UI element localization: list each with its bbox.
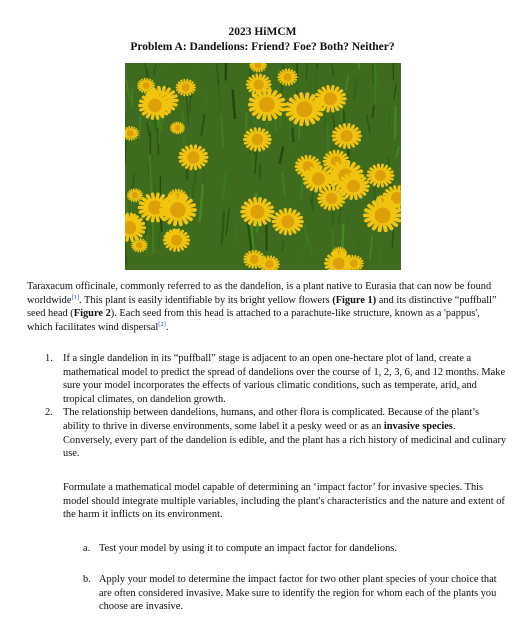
figure-2-reference: Figure 2 [73,308,111,320]
reference-link-2[interactable]: [2] [158,320,166,328]
subquestion-text: Test your model by using it to compute an impact factor for dandelions. [99,543,397,554]
invasive-species-term: invasive species [383,420,453,432]
intro-text-1: Taraxacum officinale, commonly referred to as the dandelion, is a plant native to Eurasia that can now be found worldwide [27,281,492,306]
subquestion-b [63,573,507,614]
question-list [27,352,507,461]
intro-text-2: . This plant is easily identifiable by its bright yellow flowers [79,294,333,306]
intro-text-4: ). Each seed from this head is attached to a parachute-like structure, known as a 'pappus', which facilitates wind dispersal [27,308,480,333]
question-1 [27,352,507,406]
question-number: 2. [45,407,53,419]
intro-text-3: and its distinctive “puffball” seed head ( [27,294,497,320]
problem-title: Problem A: Dandelions: Friend? Foe? Both? Neither? [130,41,395,53]
dandelion-photo [125,63,401,270]
subquestion-label: b. [83,574,91,585]
question-text: If a single dandelion in its “puffball” stage is adjacent to an open one-hectare plot of land, create a mathematical model to predict the spread of dandelions over the course of 1, 2, 3, 6, and 12 months. Make sure your model incorporates the effects of various climatic conditions, such as temperate, arid, and tropical climates, on dandelion growth. [63,353,506,405]
intro-paragraph [27,280,507,334]
question-2 [27,406,507,460]
question-text-after: . Conversely, every part of the dandelion is edible, and the plant has a rich history of medicinal and culinary use. [63,420,507,460]
subquestion-a [63,542,507,556]
question-text-before: The relationship between dandelions, humans, and other flora is complicated. Because of the plant’s ability to thrive in diverse environments, some label it a pesky weed or as an [63,407,480,432]
formulate-paragraph: Formulate a mathematical model capable of determining an ‘impact factor’ for invasive species. This model should integrate multiple variables, including the plant's characteristics and the nature and extent of the harm it inflicts on its environment. [63,482,505,521]
document-title: 2023 HiMCM [228,26,297,38]
subquestion-label: a. [83,543,91,554]
dandelion-flowers-photo [125,63,401,270]
reference-link-1[interactable]: [1] [71,293,80,301]
subquestion-text: Apply your model to determine the impact factor for two other plant species of your choice that are often considered invasive. Make sure to identify the region for whom each of the plants you choose are invasive. [99,574,497,613]
intro-text-5: . [165,321,169,333]
figure-1-reference: (Figure 1) [332,294,377,306]
question-number: 1. [45,353,53,364]
